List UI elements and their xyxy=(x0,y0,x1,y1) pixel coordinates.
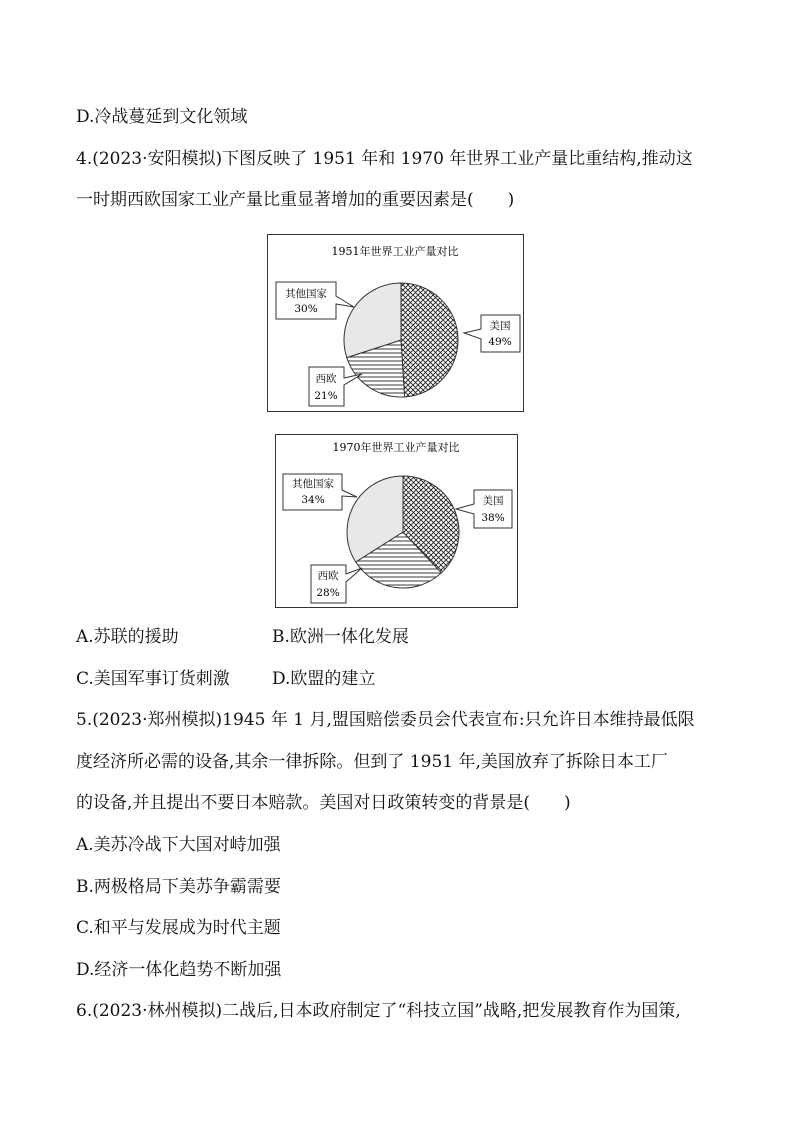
slice-value-label: 28% xyxy=(316,587,340,599)
q5-option-c: C.和平与发展成为时代主题 xyxy=(76,918,281,938)
slice-value-label: 30% xyxy=(294,303,318,315)
q5-option-a: A.美苏冷战下大国对峙加强 xyxy=(76,835,281,855)
pie-slices xyxy=(347,476,459,588)
slice-label: 西欧 xyxy=(317,570,339,582)
option-b: B.欧洲一体化发展 xyxy=(272,627,409,647)
question-5-line-3: 的设备,并且提出不要日本赔款。美国对日政策转变的背景是( ) xyxy=(76,793,571,813)
chart-title: 1970年世界工业产量对比 xyxy=(332,441,460,454)
slice-label: 其他国家 xyxy=(285,288,327,300)
option-a: A.苏联的援助 xyxy=(76,627,179,647)
pie-chart-1970 xyxy=(275,434,518,608)
callout-us xyxy=(456,490,512,528)
slice-label: 美国 xyxy=(489,320,511,332)
pie-slices xyxy=(344,283,458,397)
callout-other xyxy=(283,474,357,510)
slice-value-label: 49% xyxy=(488,336,512,348)
slice-value-label: 34% xyxy=(301,494,325,506)
q5-option-b: B.两极格局下美苏争霸需要 xyxy=(76,877,281,897)
slice-value-label: 38% xyxy=(481,512,505,524)
question-4-line-1: 4.(2023·安阳模拟)下图反映了 1951 年和 1970 年世界工业产量比重结构,推动这 xyxy=(76,149,693,169)
q5-option-d: D.经济一体化趋势不断加强 xyxy=(76,960,282,980)
question-5-line-1: 5.(2023·郑州模拟)1945 年 1 月,盟国赔偿委员会代表宣布:只允许日本维持最低限 xyxy=(76,710,695,730)
option-c: C.美国军事订货刺激 xyxy=(76,669,230,689)
option-d: D.欧盟的建立 xyxy=(272,669,376,689)
question-5-line-2: 度经济所必需的设备,其余一律拆除。但到了 1951 年,美国放弃了拆除日本工厂 xyxy=(76,752,668,772)
pie-slice xyxy=(401,283,458,397)
slice-value-label: 21% xyxy=(314,390,338,402)
callout-west-europe xyxy=(311,565,362,603)
chart-title: 1951年世界工业产量对比 xyxy=(331,245,459,258)
slice-label: 西欧 xyxy=(315,373,337,385)
callout-us xyxy=(464,315,520,352)
pie-chart-1951 xyxy=(267,234,524,412)
callout-other xyxy=(276,282,354,319)
question-4-line-2: 一时期西欧国家工业产量比重显著增加的重要因素是( ) xyxy=(76,190,515,210)
slice-label: 美国 xyxy=(482,495,504,507)
line-option-d-q3: D.冷战蔓延到文化领域 xyxy=(76,107,248,127)
question-6-line-1: 6.(2023·林州模拟)二战后,日本政府制定了“科技立国”战略,把发展教育作为国策, xyxy=(76,1001,681,1021)
slice-label: 其他国家 xyxy=(292,478,334,490)
